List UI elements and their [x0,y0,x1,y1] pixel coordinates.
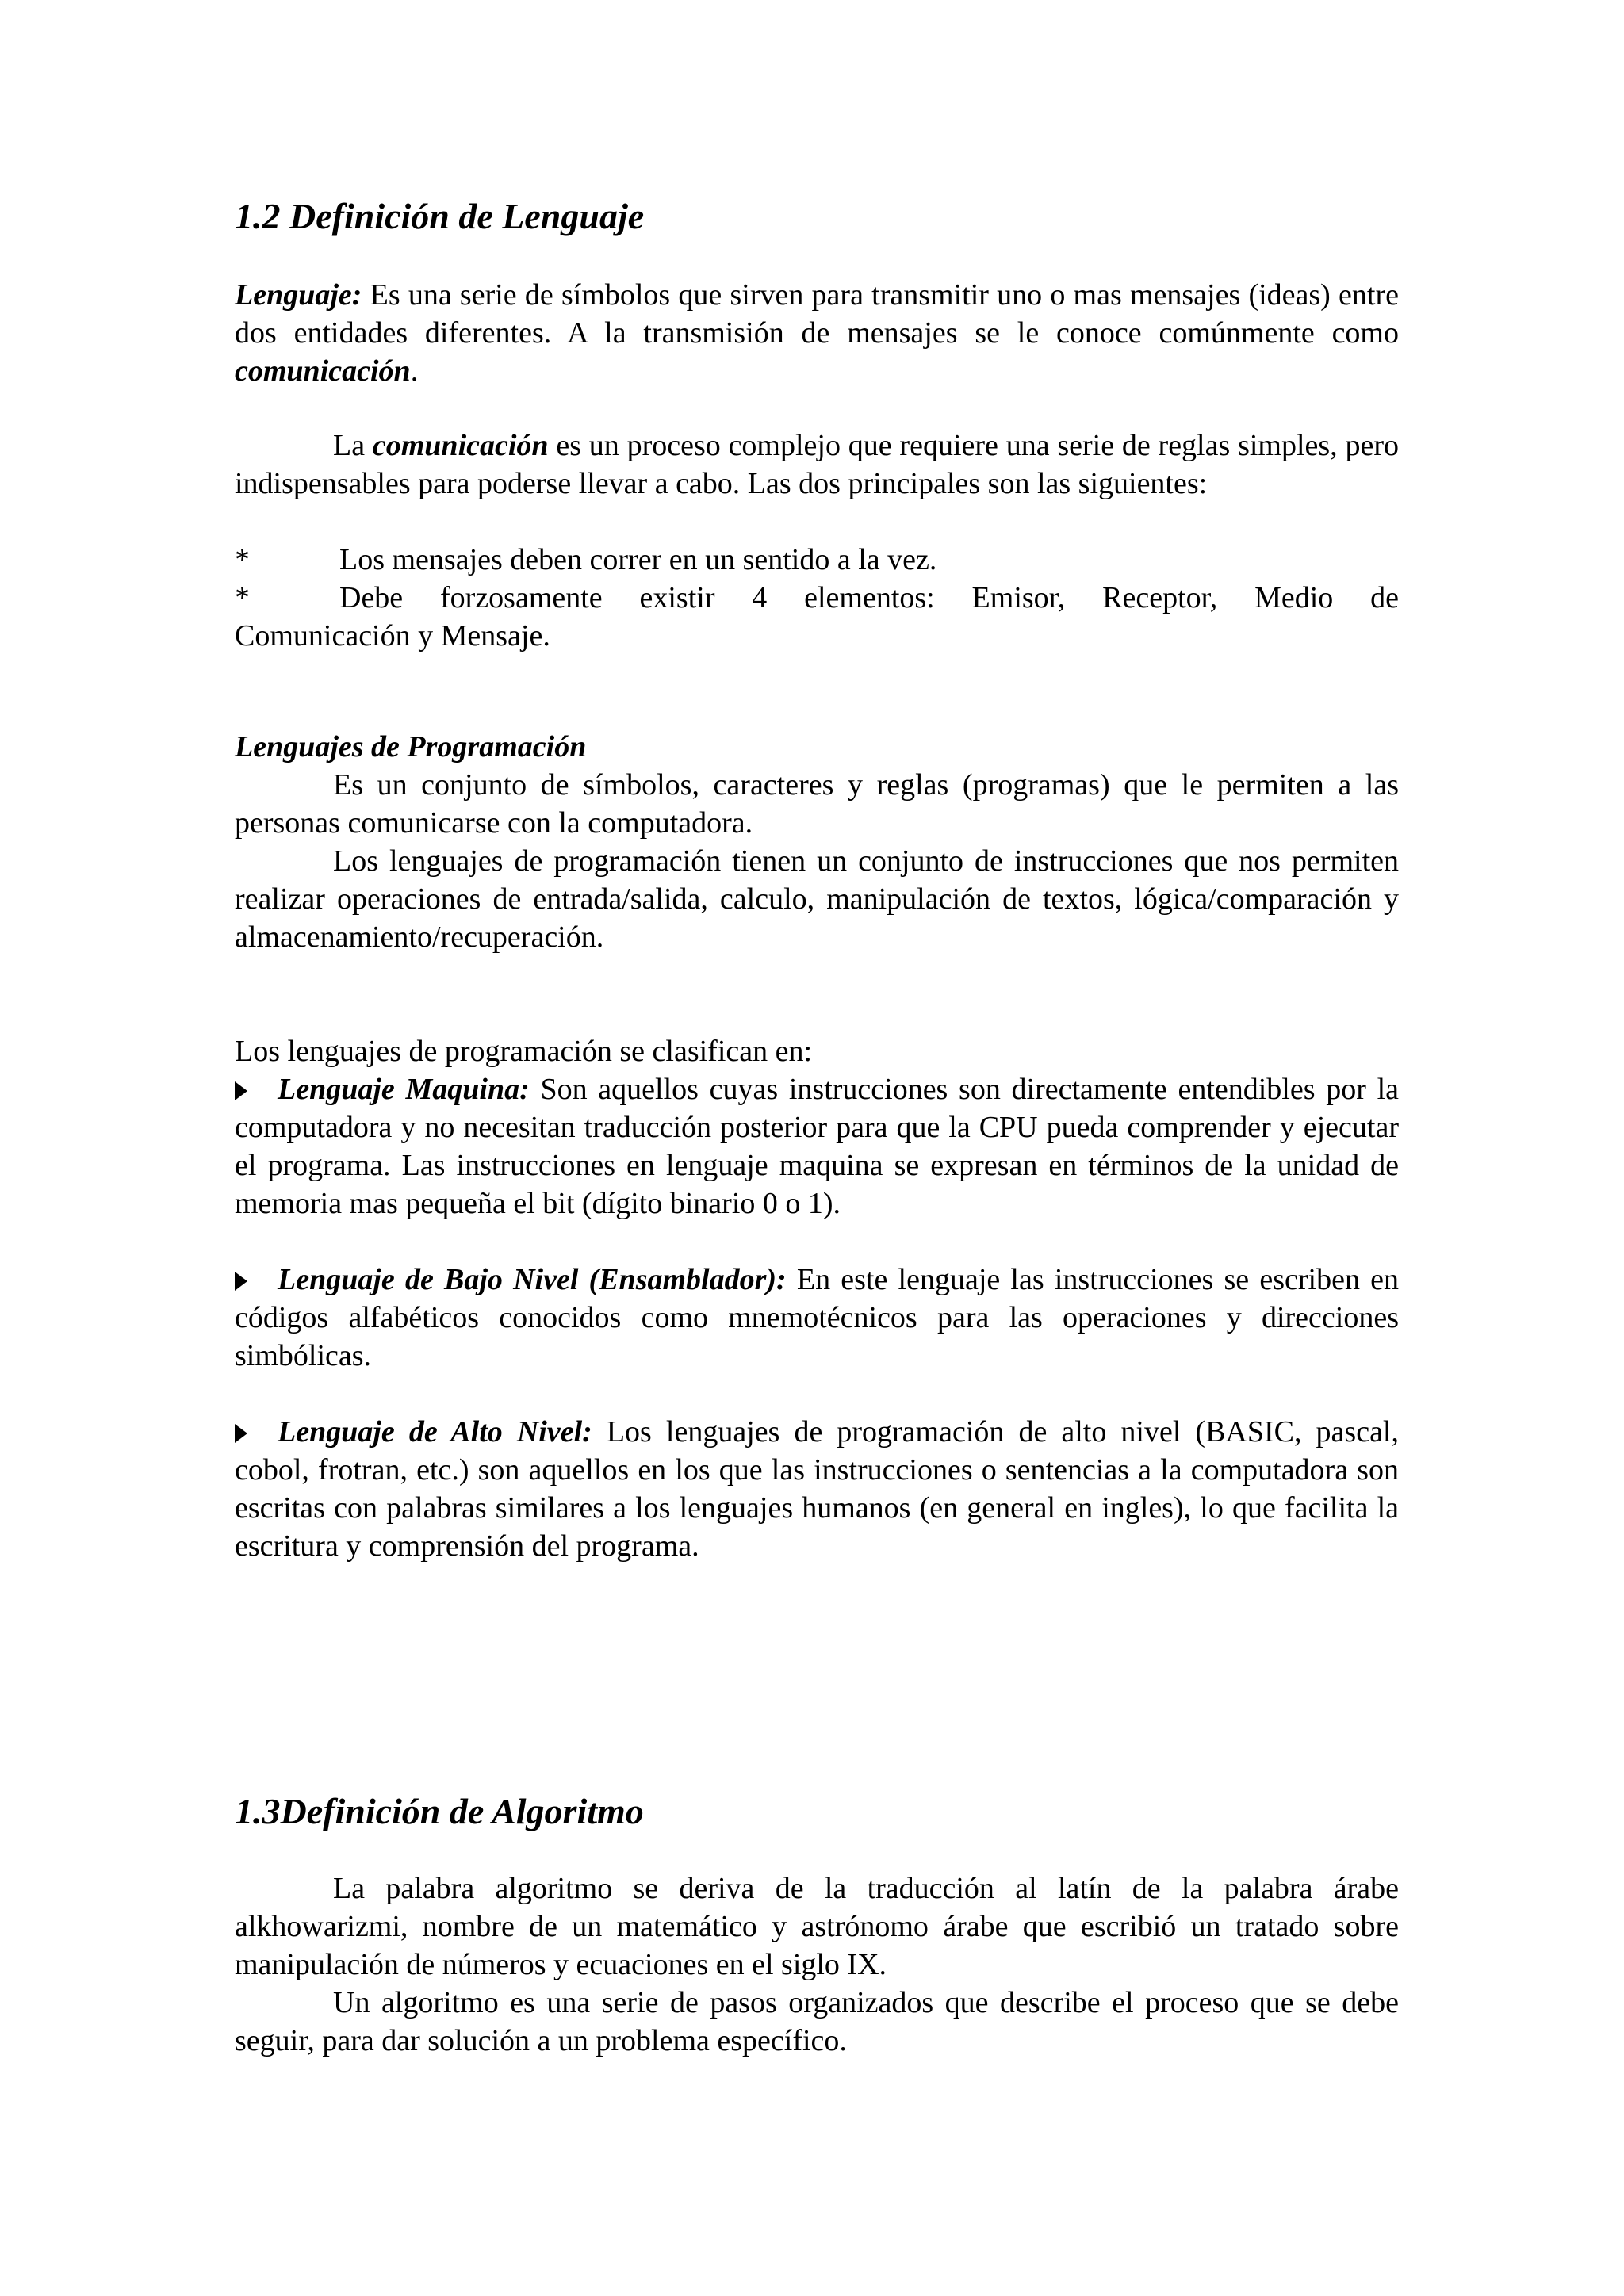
rule-marker: * [235,543,250,576]
algorithm-paragraph-2: Un algoritmo es una serie de pasos organizados que describe el proceso que se debe seguir, para dar solución a un problema específico. [235,1986,1399,2057]
definition-paragraph [235,276,1399,390]
language-type-term: Lenguaje de Alto Nivel: [278,1415,592,1448]
classification-intro: Los lenguajes de programación se clasifican en: [235,1035,813,1068]
definition-text: Es una serie de símbolos que sirven para transmitir uno o mas mensajes (ideas) entre dos entidades diferentes. A la transmisión de mensajes se le conoce comúnmente como [235,278,1399,350]
rule-text-2-line-1: Debe forzosamente existir 4 elementos: Emisor, Receptor, Medio de [339,581,1399,614]
section-heading-1-3: 1.3Definición de Algoritmo [235,1791,644,1831]
programming-paragraph-1: Es un conjunto de símbolos, caracteres y reglas (programas) que le permiten a las personas comunicarse con la computadora. [235,768,1399,840]
definition-term: Lenguaje: [235,278,362,312]
communication-text: es un proceso complejo que requiere una serie de reglas simples, pero indispensables para poderse llevar a cabo. Las dos principales son las siguientes: [235,429,1399,500]
rule-item-2 [235,579,1399,655]
language-type-item [235,1261,1399,1375]
rule-text-2-line-2: Comunicación y Mensaje. [235,619,550,652]
language-type-term: Lenguaje Maquina: [278,1073,530,1106]
arrow-bullet-icon [235,1081,247,1100]
communication-paragraph [235,427,1399,503]
arrow-bullet-icon [235,1424,247,1443]
rule-item-1 [235,541,1399,579]
language-type-term: Lenguaje de Bajo Nivel (Ensamblador): [278,1263,787,1296]
programming-paragraph-2: Los lenguajes de programación tienen un conjunto de instrucciones que nos permiten realizar operaciones de entrada/salida, calculo, manipulación de textos, lógica/comparación y almacenamiento/recuperación. [235,844,1399,954]
language-type-item [235,1413,1399,1565]
communication-start: La [333,429,373,462]
definition-end: . [410,354,419,388]
algorithm-paragraph-1: La palabra algoritmo se deriva de la traducción al latín de la palabra árabe alkhowarizmi, nombre de un matemático y astrónomo árabe que escribió un tratado sobre manipulación de números y ecuaciones en el siglo IX. [235,1872,1399,1981]
arrow-bullet-icon [235,1272,247,1291]
section-heading-1-2: 1.2 Definición de Lenguaje [235,196,645,236]
language-type-text: Los lenguajes de programación de alto nivel (BASIC, pascal, cobol, frotran, etc.) son aquellos en los que las instrucciones o sentencias a la computadora son escritas con palabras similares a los lenguajes humanos (en general en ingles), lo que facilita la escritura y comprensión del programa. [235,1415,1399,1563]
language-type-item [235,1070,1399,1223]
language-type-text: En este lenguaje las instrucciones se escriben en códigos alfabéticos conocidos como mnemotécnicos para las operaciones y direcciones simbólicas. [235,1263,1399,1372]
language-type-text: Son aquellos cuyas instrucciones son directamente entendibles por la computadora y no necesitan traducción posterior para que la CPU pueda comprender y ejecutar el programa. Las instrucciones en lenguaje maquina se expresan en términos de la unidad de memoria mas pequeña el bit (dígito binario 0 o 1). [235,1073,1399,1220]
rule-text-1: Los mensajes deben correr en un sentido a la vez. [339,543,937,576]
communication-emphasis: comunicación [372,429,549,462]
definition-emphasis: comunicación [235,354,411,388]
programming-languages-heading: Lenguajes de Programación [235,730,587,763]
rule-marker: * [235,581,250,614]
